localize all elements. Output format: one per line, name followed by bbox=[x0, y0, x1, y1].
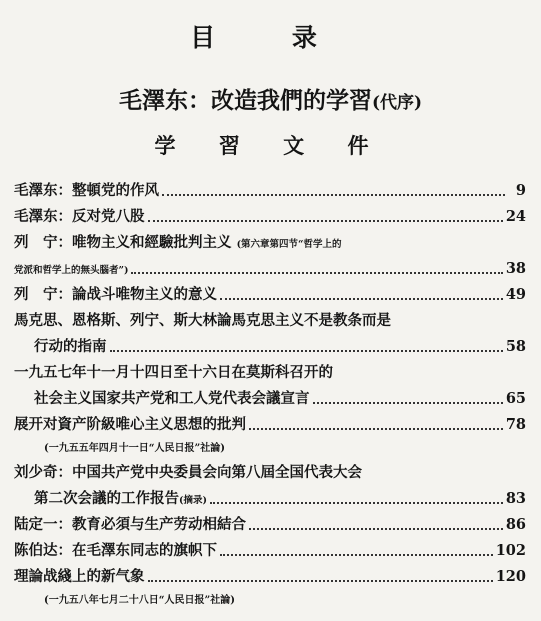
toc-entry[interactable] bbox=[14, 204, 526, 230]
toc-source-note: (一九五五年四月十一日“人民日报”社論) bbox=[44, 443, 225, 454]
toc-entry-page: 120 bbox=[495, 568, 526, 585]
toc-list bbox=[14, 178, 526, 612]
leader-dots bbox=[162, 186, 505, 196]
leader-dots bbox=[220, 546, 493, 556]
toc-entry-page: 65 bbox=[505, 390, 526, 407]
toc-entry-title: 陈伯达：在毛澤东同志的旗帜下 bbox=[14, 542, 217, 559]
toc-entry[interactable] bbox=[14, 512, 526, 538]
toc-entry-page: 38 bbox=[505, 260, 526, 277]
toc-entry-page: 78 bbox=[505, 416, 526, 433]
toc-entry-page: 86 bbox=[505, 516, 526, 533]
toc-entry-continued[interactable] bbox=[14, 256, 526, 282]
foreword-title-note: (代序) bbox=[371, 93, 423, 113]
toc-entry-title: 馬克思、恩格斯、列宁、斯大林論馬克思主义不是教条而是 bbox=[14, 312, 391, 329]
toc-entry[interactable] bbox=[14, 412, 526, 438]
section-title: 学 習 文 件 bbox=[154, 133, 387, 158]
toc-entry[interactable] bbox=[14, 538, 526, 564]
leader-dots bbox=[148, 572, 493, 582]
leader-dots bbox=[148, 212, 503, 222]
toc-entry[interactable] bbox=[14, 564, 526, 590]
toc-entry[interactable] bbox=[14, 360, 526, 386]
toc-entry-note: (摘录) bbox=[179, 495, 207, 506]
foreword-title bbox=[0, 82, 541, 115]
toc-entry-title: 一九五七年十一月十四日至十六日在莫斯科召开的 bbox=[14, 364, 333, 381]
toc-entry[interactable] bbox=[14, 308, 526, 334]
toc-entry-page: 83 bbox=[505, 490, 526, 507]
toc-entry-title: 第二次会議的工作报告 bbox=[34, 490, 179, 507]
leader-dots bbox=[249, 520, 503, 530]
toc-entry-title: 陆定一：教育必須与生产劳动相結合 bbox=[14, 516, 246, 533]
toc-entry-page: 49 bbox=[505, 286, 526, 303]
toc-entry-title: 理論战綫上的新气象 bbox=[14, 568, 145, 585]
leader-dots bbox=[131, 264, 502, 274]
toc-entry-continued[interactable] bbox=[14, 386, 526, 412]
toc-entry-title: 毛澤东：整頓党的作风 bbox=[14, 182, 159, 199]
toc-entry[interactable] bbox=[14, 178, 526, 204]
toc-entry-page: 9 bbox=[515, 182, 526, 199]
toc-entry-title: 社会主义国家共产党和工人党代表会議宣言 bbox=[34, 390, 310, 407]
leader-dots bbox=[313, 394, 503, 404]
leader-dots bbox=[220, 290, 503, 300]
toc-entry-page: 58 bbox=[505, 338, 526, 355]
toc-entry-title: 列 宁：唯物主义和經驗批判主义 bbox=[14, 234, 232, 251]
toc-entry[interactable] bbox=[14, 230, 526, 256]
toc-entry-title: 列 宁：論战斗唯物主义的意义 bbox=[14, 286, 217, 303]
toc-source-note: (一九五八年七月二十八日“人民日报”社論) bbox=[44, 595, 235, 606]
toc-entry-note: (第六章第四节“哲学上的 bbox=[236, 239, 342, 250]
leader-dots bbox=[210, 494, 503, 504]
foreword-title-main: 毛澤东：改造我們的学習 bbox=[118, 87, 372, 114]
toc-entry-continued[interactable] bbox=[14, 486, 526, 512]
toc-entry-title: 展开对資产阶級唯心主义思想的批判 bbox=[14, 416, 246, 433]
page-title: 目 录 bbox=[190, 23, 351, 52]
toc-entry-note: 党派和哲学上的無头腦者”) bbox=[14, 265, 129, 276]
leader-dots bbox=[249, 420, 503, 430]
toc-entry[interactable] bbox=[14, 282, 526, 308]
toc-entry-title: 刘少奇：中国共产党中央委員会向第八屆全国代表大会 bbox=[14, 464, 362, 481]
toc-entry-page: 24 bbox=[505, 208, 526, 225]
leader-dots bbox=[110, 342, 503, 352]
toc-entry-continued[interactable] bbox=[14, 334, 526, 360]
toc-entry[interactable] bbox=[14, 460, 526, 486]
toc-entry-title: 毛澤东：反对党八股 bbox=[14, 208, 145, 225]
toc-entry-title: 行动的指南 bbox=[34, 338, 107, 355]
toc-entry-page: 102 bbox=[495, 542, 526, 559]
